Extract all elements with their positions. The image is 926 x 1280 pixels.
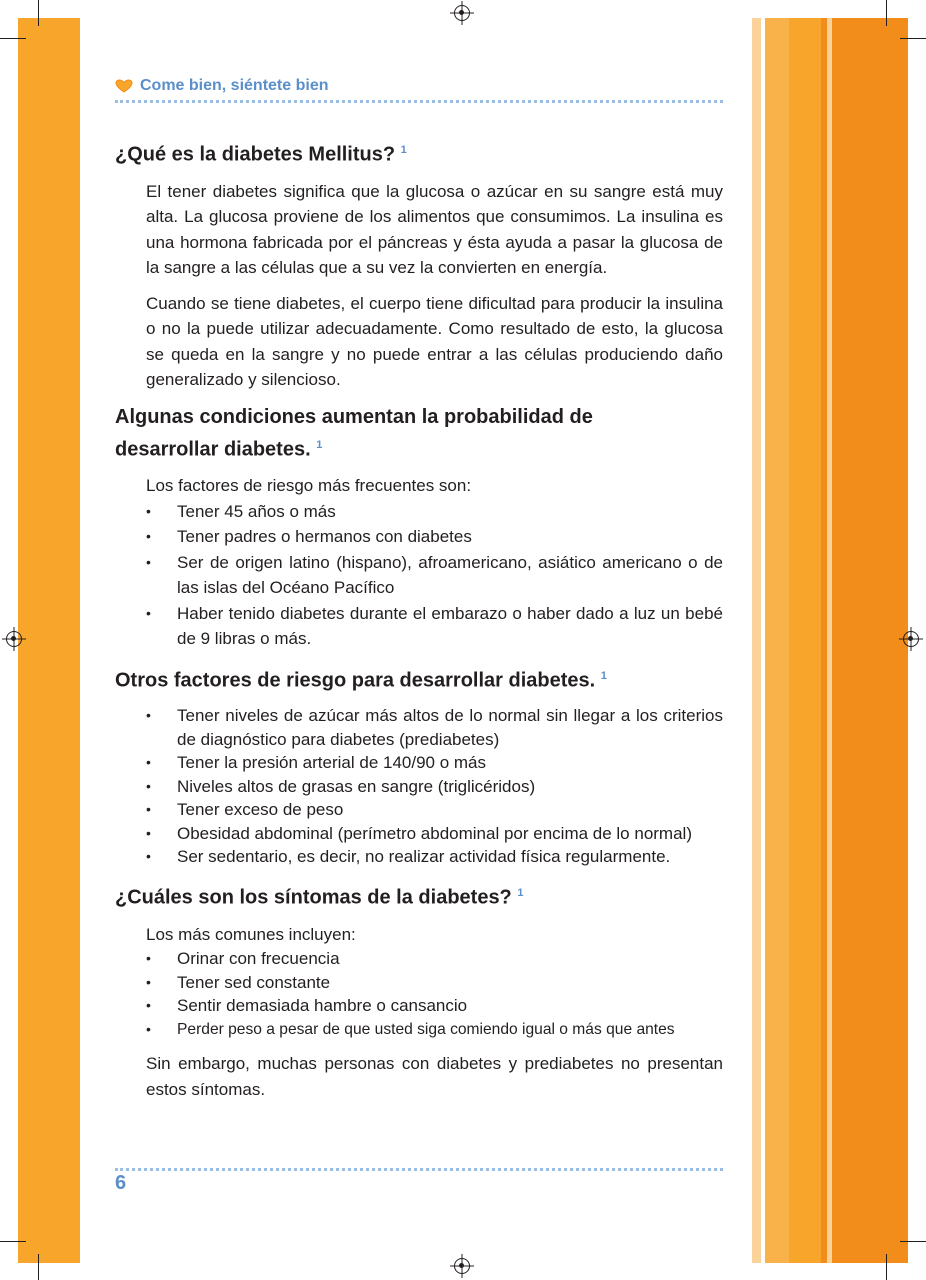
list-intro: Los factores de riesgo más frecuentes son: [146,476,472,496]
list-item: • Obesidad abdominal (perímetro abdominal por encima de lo normal) [146,822,723,846]
left-decorative-band [18,18,80,1263]
list-item: • Tener la presión arterial de 140/90 o más [146,751,723,775]
footer-divider [115,1168,723,1171]
registration-mark-icon [903,631,919,647]
header-title: Come bien, siéntete bien [140,77,329,94]
footnote-ref: 1 [517,886,524,899]
paragraph: Cuando se tiene diabetes, el cuerpo tiene dificultad para producir la insulina o no la puede utilizar adecuadamente. Como resultado de esto, la glucosa se queda en la sangre y no puede entrar a las células produciendo daño generalizado y silencioso. [146,293,723,390]
registration-mark-icon [454,1258,470,1274]
list-intro: Los más comunes incluyen: [146,924,356,944]
list-item: • Ser de origen latino (hispano), afroamericano, asiático americano o de las islas del Océano Pacífico [146,550,723,601]
list-item: • Tener exceso de peso [146,798,723,822]
symptoms-list [146,947,723,1041]
header-divider [115,100,723,103]
footnote-ref: 1 [600,669,607,682]
list-item: • Ser sedentario, es decir, no realizar actividad física regularmente. [146,845,723,869]
other-risk-factors-list [146,704,723,869]
section-heading: ¿Qué es la diabetes Mellitus? $^1$ [115,143,407,166]
list-item: • Sentir demasiada hambre o cansancio [146,994,723,1018]
list-item: • Niveles altos de grasas en sangre (triglicéridos) [146,775,723,799]
running-header [115,76,725,100]
footnote-ref: 1 [400,144,407,156]
page-content [115,136,723,1112]
list-item: • Tener 45 años o más [146,499,723,525]
page-number: 6 [115,1172,127,1194]
list-item: • Tener niveles de azúcar más altos de lo normal sin llegar a los criterios de diagnóstico para diabetes (prediabetes) [146,704,723,751]
heart-icon [115,79,133,93]
paragraph: El tener diabetes significa que la glucosa o azúcar en su sangre está muy alta. La glucosa proviene de los alimentos que consumimos. La insulina es una hormona fabricada por el páncreas y ésta ayuda a pasar la glucosa de la sangre a las células que a su vez la convierten en energía. [146,181,723,278]
list-item: • Tener padres o hermanos con diabetes [146,524,723,550]
list-item: • Tener sed constante [146,971,723,995]
section-heading: ¿Cuáles son los síntomas de la diabetes? $^1$ [115,886,524,909]
risk-factors-list [146,499,723,652]
list-item: • Orinar con frecuencia [146,947,723,971]
closing-paragraph: Sin embargo, muchas personas con diabetes y prediabetes no presentan estos síntomas. [146,1054,723,1099]
section-heading: Otros factores de riesgo para desarrollar diabetes. $^1$ [115,669,607,692]
right-decorative-band [752,18,908,1263]
list-item: • Haber tenido diabetes durante el embarazo o haber dado a luz un bebé de 9 libras o más. [146,601,723,652]
registration-mark-icon [6,631,22,647]
registration-mark-icon [454,5,470,21]
section-heading: Algunas condiciones aumentan la probabilidad de desarrollar diabetes. $^1$ [115,405,593,461]
list-item: • Perder peso a pesar de que usted siga comiendo igual o más que antes [146,1018,723,1042]
footnote-ref: 1 [316,438,323,451]
